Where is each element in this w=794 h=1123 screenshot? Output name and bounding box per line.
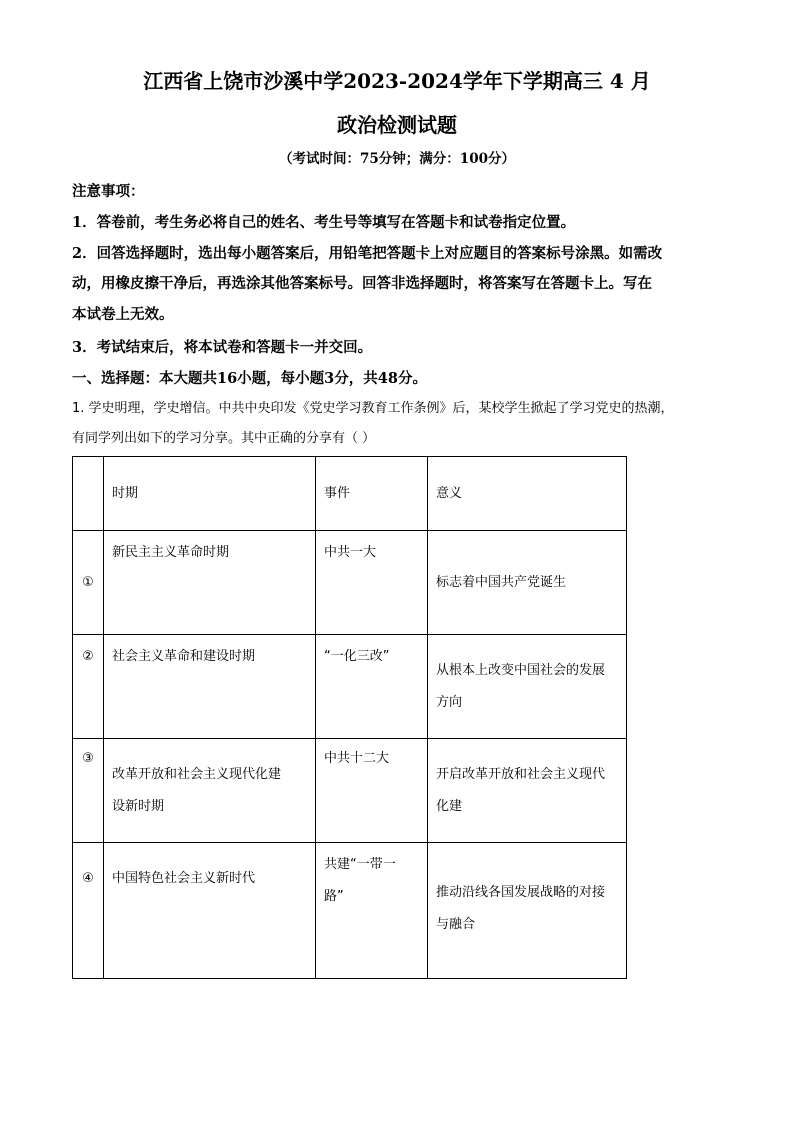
history-table bbox=[72, 456, 627, 979]
note-item-1: 1．答卷前，考生务必将自己的姓名、考生号等填写在答题卡和试卷指定位置。 bbox=[72, 214, 576, 231]
note-item-3: 3．考试结束后，将本试卷和答题卡一并交回。 bbox=[72, 339, 373, 356]
table-header-row bbox=[73, 457, 627, 531]
note-item-2-line-1: 2．回答选择题时，选出每小题答案后，用铅笔把答题卡上对应题目的答案标号涂黑。如需改 bbox=[72, 245, 663, 262]
row-event-cell: “一化三改” bbox=[316, 635, 428, 739]
exam-subject-title: 政治检测试题 bbox=[337, 113, 457, 137]
note-item-2-line-2: 动，用橡皮擦干净后，再选涂其他答案标号。回答非选择题时，将答案写在答题卡上。写在 bbox=[72, 275, 652, 292]
row-meaning-cell: 开启改革开放和社会主义现代 化建 bbox=[428, 739, 627, 843]
table-row bbox=[73, 739, 627, 843]
row-num-cell: ② bbox=[73, 635, 104, 739]
row-period-cell: 社会主义革命和建设时期 bbox=[104, 635, 316, 739]
section-heading: 一、选择题：本大题共16小题，每小题3分，共48分。 bbox=[72, 370, 427, 387]
table-row bbox=[73, 635, 627, 739]
exam-time-info: （考试时间：75分钟；满分：100分） bbox=[279, 151, 515, 167]
exam-title: 江西省上饶市沙溪中学2023-2024学年下学期高三 4 月 bbox=[143, 69, 651, 93]
row-num-cell: ④ bbox=[73, 843, 104, 979]
row-event-cell: 中共一大 bbox=[316, 531, 428, 635]
question-1-line-1: 1. 学史明理，学史增信。中共中央印发《党史学习教育工作条例》后，某校学生掀起了学习党史的热潮， bbox=[72, 401, 674, 416]
row-meaning-cell: 推动沿线各国发展战略的对接 与融合 bbox=[428, 843, 627, 979]
row-num-cell: ① bbox=[73, 531, 104, 635]
row-period-cell: 中国特色社会主义新时代 bbox=[104, 843, 316, 979]
table-header-period: 时期 bbox=[104, 457, 316, 531]
table-row bbox=[73, 531, 627, 635]
row-event-cell: 中共十二大 bbox=[316, 739, 428, 843]
row-meaning-cell: 标志着中国共产党诞生 bbox=[428, 531, 627, 635]
note-item-2-line-3: 本试卷上无效。 bbox=[72, 306, 174, 323]
table-header-num bbox=[73, 457, 104, 531]
row-period-cell: 新民主主义革命时期 bbox=[104, 531, 316, 635]
row-num-cell: ③ bbox=[73, 739, 104, 843]
table-header-meaning: 意义 bbox=[428, 457, 627, 531]
table-header-event: 事件 bbox=[316, 457, 428, 531]
table-row bbox=[73, 843, 627, 979]
row-event-cell: 共建“一带一 路” bbox=[316, 843, 428, 979]
question-1-line-2: 有同学列出如下的学习分享。其中正确的分享有（ ） bbox=[72, 431, 376, 446]
row-meaning-cell: 从根本上改变中国社会的发展 方向 bbox=[428, 635, 627, 739]
notes-heading: 注意事项： bbox=[72, 183, 145, 200]
row-period-cell: 改革开放和社会主义现代化建 设新时期 bbox=[104, 739, 316, 843]
